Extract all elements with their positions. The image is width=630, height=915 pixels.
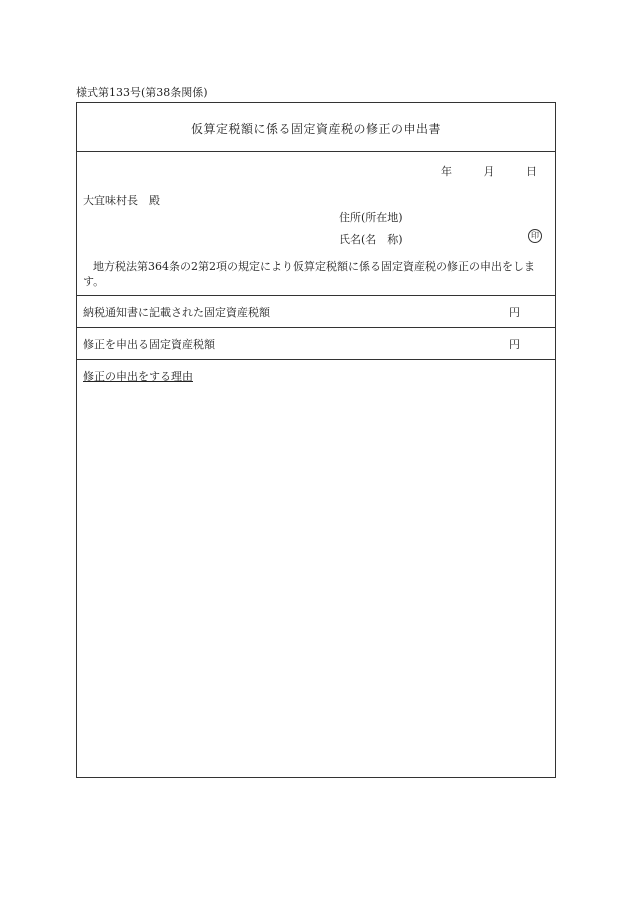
address-label: 住所(所在地) <box>339 211 403 224</box>
day-label: 日 <box>526 165 537 178</box>
form-title: 仮算定税額に係る固定資産税の修正の申出書 <box>190 122 441 136</box>
corrected-amount-unit: 円 <box>509 338 520 351</box>
notice-amount-label: 納税通知書に記載された固定資産税額 <box>83 306 270 319</box>
seal-mark: 印 <box>528 229 542 243</box>
corrected-amount-label: 修正を申出る固定資産税額 <box>83 338 215 351</box>
month-label: 月 <box>483 165 495 178</box>
name-label: 氏名(名 称) <box>339 233 403 246</box>
applicant-info-section <box>77 151 555 296</box>
addressee: 大宜味村長 殿 <box>83 194 160 207</box>
year-label: 年 <box>441 165 452 178</box>
date-line <box>413 163 537 179</box>
title-section <box>77 103 555 152</box>
corrected-amount-row <box>77 327 555 360</box>
reason-label: 修正の申出をする理由 <box>83 370 193 383</box>
notice-amount-unit: 円 <box>509 306 520 319</box>
form-number: 様式第133号(第38条関係) <box>76 86 208 99</box>
notice-amount-row <box>77 295 555 328</box>
statement-text: 地方税法第364条の2第2項の規定により仮算定税額に係る固定資産税の修正の申出をします。 <box>83 260 535 288</box>
application-form <box>76 102 556 778</box>
